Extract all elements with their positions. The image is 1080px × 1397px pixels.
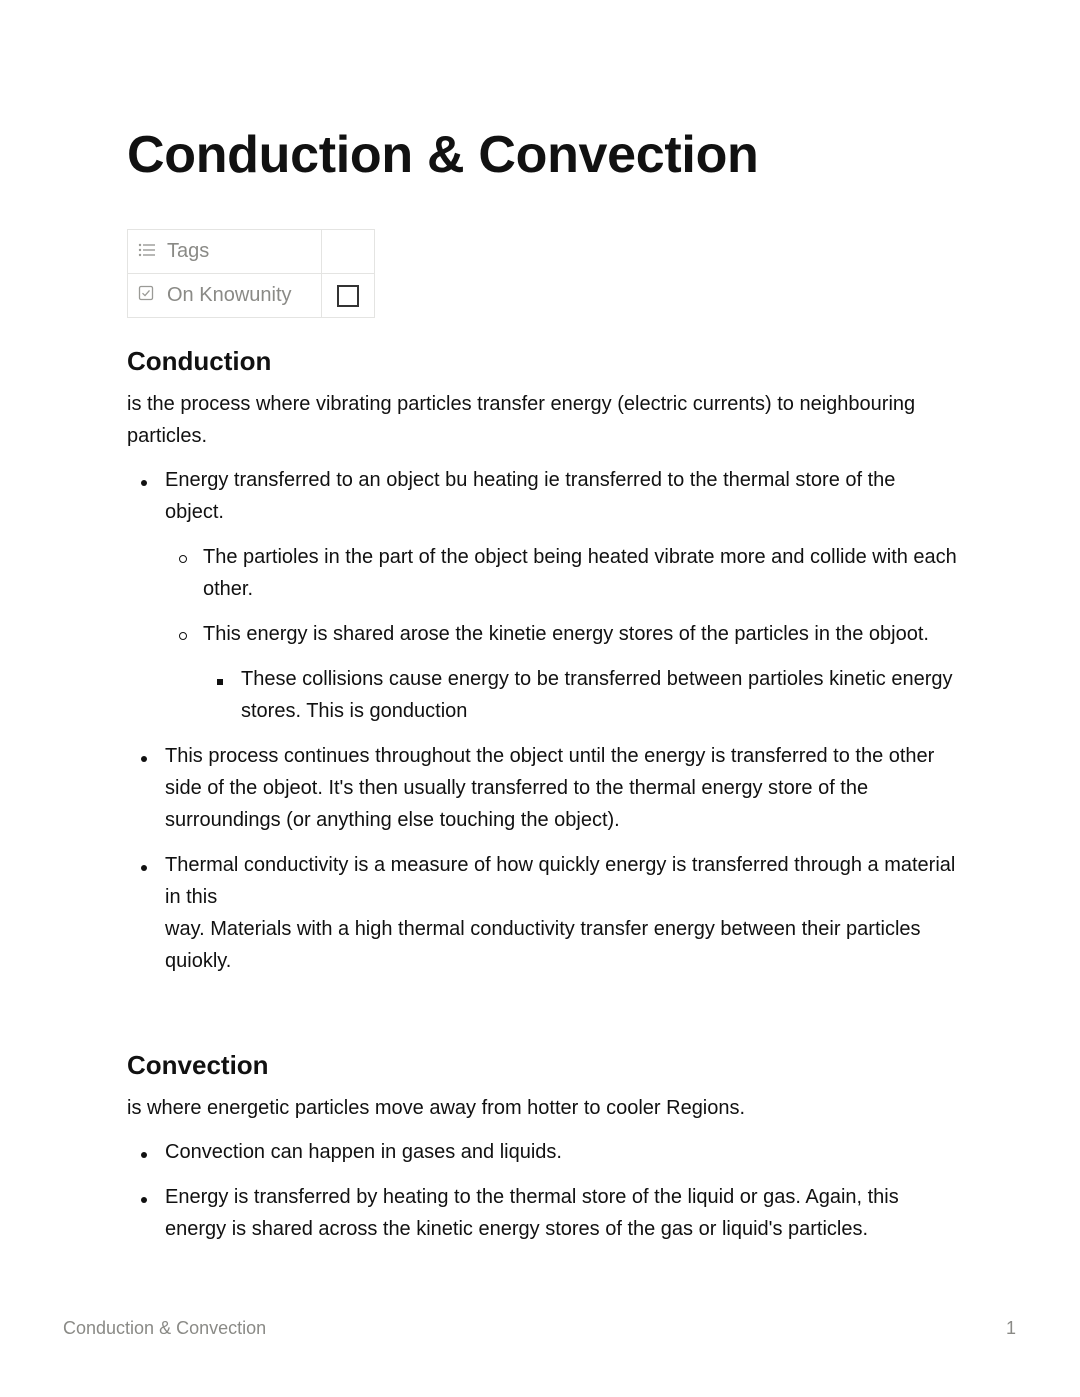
bullet-disc-icon xyxy=(141,464,147,496)
list-item-text: Convection can happen in gases and liquids. xyxy=(165,1141,562,1163)
list-item xyxy=(165,618,957,727)
property-label: Tags xyxy=(167,240,210,263)
checkbox-property-icon xyxy=(138,284,156,307)
properties-table xyxy=(127,229,375,318)
bullet-list xyxy=(127,464,957,977)
list-item xyxy=(127,740,957,836)
bullet-disc-icon xyxy=(141,1181,147,1213)
nested-list xyxy=(165,541,957,727)
list-icon xyxy=(138,240,156,263)
bullet-circle-icon xyxy=(179,618,187,650)
list-item-text: way. Materials with a high thermal conductivity transfer energy between their particles quiokly. xyxy=(165,918,921,972)
page-title: Conduction & Convection xyxy=(127,126,759,184)
bullet-list xyxy=(127,1136,957,1245)
on-knowunity-checkbox[interactable] xyxy=(337,285,359,307)
list-item xyxy=(203,663,957,727)
list-item-text: These collisions cause energy to be transferred between partioles kinetic energy stores. This is gonduction xyxy=(241,668,953,722)
list-item-text: Thermal conductivity is a measure of how quickly energy is transferred through a material in this xyxy=(165,854,956,908)
list-item-text: This process continues throughout the object until the energy is transferred to the other side of the objeot. It's then usually transferred to the thermal energy store of the surroundings (or anything else touching the object). xyxy=(165,745,935,831)
list-item-text: The partioles in the part of the object being heated vibrate more and collide with each other. xyxy=(203,546,957,600)
property-value-on-knowunity xyxy=(322,274,375,318)
list-item xyxy=(127,1181,957,1245)
section-convection xyxy=(127,1048,957,1245)
section-intro: is the process where vibrating particles transfer energy (electric currents) to neighbouring particles. xyxy=(127,393,916,447)
nested-list xyxy=(203,663,957,727)
section-heading: Conduction xyxy=(127,346,272,376)
section-intro: is where energetic particles move away from hotter to cooler Regions. xyxy=(127,1097,746,1119)
bullet-circle-icon xyxy=(179,541,187,573)
property-name-tags[interactable] xyxy=(128,230,322,274)
property-name-on-knowunity[interactable] xyxy=(128,274,322,318)
property-label: On Knowunity xyxy=(167,284,292,307)
property-value-tags[interactable] xyxy=(322,230,375,274)
page-number: 1 xyxy=(1005,1318,1016,1338)
list-item xyxy=(127,849,957,977)
property-row-on-knowunity xyxy=(128,274,375,318)
list-item xyxy=(127,464,957,727)
list-item-text: Energy transferred to an object bu heating ie transferred to the thermal store of the object. xyxy=(165,469,896,523)
section-conduction xyxy=(127,344,957,977)
bullet-disc-icon xyxy=(141,740,147,772)
section-heading: Convection xyxy=(127,1050,269,1080)
document-body xyxy=(127,344,957,1258)
bullet-disc-icon xyxy=(141,849,147,881)
list-item xyxy=(165,541,957,605)
bullet-disc-icon xyxy=(141,1136,147,1168)
list-item-text: Energy is transferred by heating to the thermal store of the liquid or gas. Again, this energy is shared across the kinetic energy stores of the gas or liquid's particles. xyxy=(165,1186,899,1240)
footer-title: Conduction & Convection xyxy=(63,1318,267,1338)
list-item-text: This energy is shared arose the kinetie energy stores of the particles in the objoot. xyxy=(203,623,929,645)
bullet-square-icon xyxy=(217,663,223,695)
property-row-tags xyxy=(128,230,375,274)
list-item xyxy=(127,1136,957,1168)
